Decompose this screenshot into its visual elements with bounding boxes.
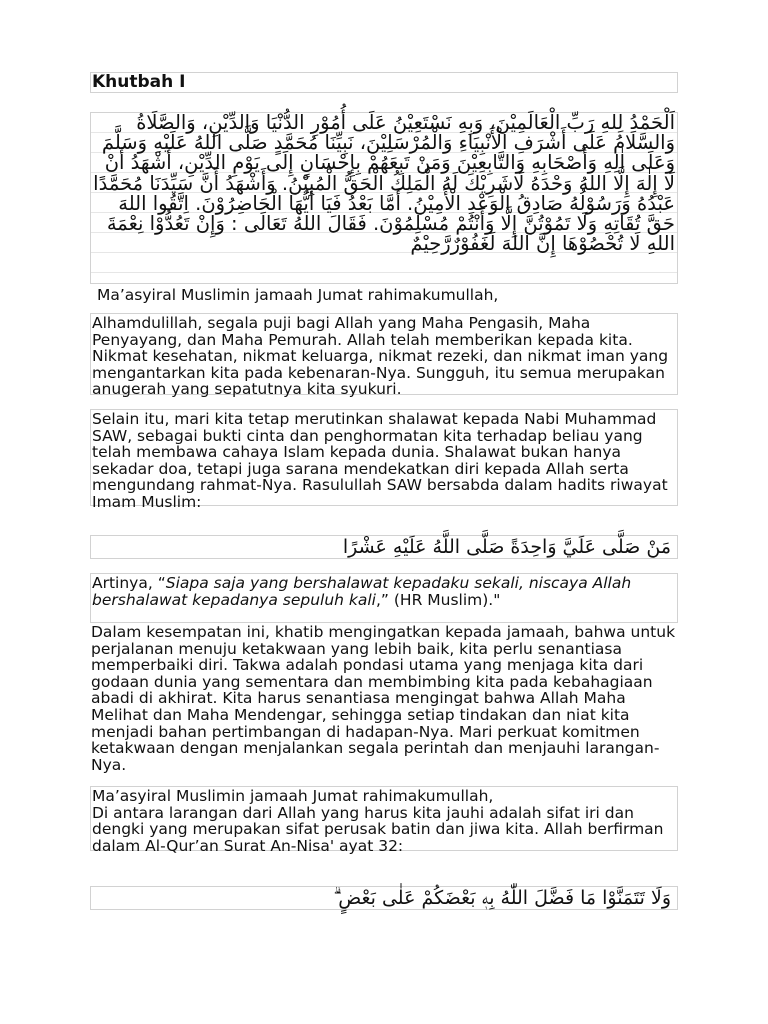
translation-prefix: Artinya, “ (92, 574, 166, 592)
quran-verse-arabic: وَلَا تَتَمَنَّوْا مَا فَضَّلَ اللّٰهُ بِهٖ بَعْضَكُمْ عَلٰى بَعْضٍ ۗ (90, 886, 678, 910)
translation-italic: Siapa saja yang bershalawat kepadaku sekali, niscaya Allah bershalawat kepadanya sepuluh kali (92, 574, 632, 609)
paragraph-shalawat: Selain itu, mari kita tetap merutinkan shalawat kepada Nabi Muhammad SAW, sebagai bukti cinta dan penghormatan kita terhadap beliau yang telah membawa cahaya Islam kepada dunia. Shalawat bukan hanya sekadar doa, tetapi juga sarana mendekatkan diri kepada Allah serta mengundang rahmat-Nya. Rasulullah SAW bersabda dalam hadits riwayat Imam Muslim: (90, 409, 678, 506)
paragraph-gratitude: Alhamdulillah, segala puji bagi Allah yang Maha Pengasih, Maha Penyayang, dan Maha Pemurah. Allah telah memberikan kepada kita. Nikmat kesehatan, nikmat keluarga, nikmat rezeki, dan nikmat iman yang mengantarkan kita pada kebenaran-Nya. Sungguh, itu semua merupakan anugerah yang sepatutnya kita syukuri. (90, 313, 678, 395)
hadith-arabic-text: مَنْ صَلَّى عَلَيَّ وَاحِدَةً صَلَّى اللَّهُ عَلَيْهِ عَشْرًا (90, 535, 678, 559)
paragraph-taqwa: Dalam kesempatan ini, khatib mengingatkan kepada jamaah, bahwa untuk perjalanan menuju ketakwaan yang lebih baik, kita perlu senantiasa memperbaiki diri. Takwa adalah pondasi utama yang menjaga kita dari godaan dunia yang sementara dan membimbing kita pada kebahagiaan abadi di akhirat. Kita harus senantiasa mengingat bahwa Allah Maha Melihat dan Maha Mendengar, sehingga setiap tindakan dan niat kita menjadi bahan pertimbangan di hadapan-Nya. Mari perkuat komitmen ketakwaan dengan menjalankan segala perintah dan menjauhi larangan-Nya. (91, 623, 676, 774)
translation-suffix: ,” (HR Muslim)." (375, 590, 501, 609)
greeting-line: Ma’asyiral Muslimin jamaah Jumat rahimakumullah, (97, 286, 499, 304)
greeting-line-second: Ma’asyiral Muslimin jamaah Jumat rahimakumullah, (92, 787, 494, 805)
paragraph-envy-body: Di antara larangan dari Allah yang harus kita jauhi adalah sifat iri dan dengki yang merupakan sifat perusak batin dan jiwa kita. Allah berfirman dalam Al-Qur’an Surat An-Nisa' ayat 32: (92, 803, 664, 855)
arabic-opening-text: اَلْحَمْدُ لِلهِ رَبِّ الْعَالَمِيْنَ، وَبِهِ نَسْتَعِيْنُ عَلَى أُمُوْرِ الدُّنْيَا وَالدِّيْنِ، وَالصَّلَاةُ وَالسَّلَامُ عَلَى أَشْرَفِ الْأَنْبِيَاءِ وَالْمُرْسَلِيْنَ، نَبِيِّنَا مُحَمَّدٍ صَلَّى اللهُ عَلَيْهِ وَسَلَّمَ وَعَلَى اٰلِهِ وَأَصْحَابِهِ وَالتَّابِعِيْنَ وَمَنْ تَبِعَهُمْ بِإِحْسَانٍ إِلَى يَوْمِ الدِّيْنِ، أَشْهَدُ أَنْ لَا إِلٰهَ إِلَّا اللهُ وَحْدَهُ لَاشَرِيْكَ لَهُ الْمَلِكُ الْحَقُّ الْمُبِيْنُ. وَأَشْهَدُ أَنَّ سَيِّدَنَا مُحَمَّدًا عَبْدُهُ وَرَسُوْلُهُ صَادِقُ الْوَعْدِ الْأَمِيْنُ. أَمَّا بَعْدُ فَيَا أَيُّهَا الْحَاضِرُوْنَ. اِتَّقُوا اللهَ حَقَّ تُقَاتِهِ وَلَا تَمُوْتُنَّ إِلَّا وَأَنْتُمْ مُسْلِمُوْنَ. فَقَالَ اللهُ تَعَالَى : وَإِنْ تَعُدُّوْا نِعْمَةَ اللهِ لَا تُحْصُوْهَا إِنَّ اللهَ لَغَفُوْرٌرَّحِيْمٌ (90, 112, 678, 284)
khutbah-title: Khutbah I (90, 72, 678, 93)
paragraph-envy (90, 786, 678, 855)
hadith-translation (90, 573, 678, 623)
